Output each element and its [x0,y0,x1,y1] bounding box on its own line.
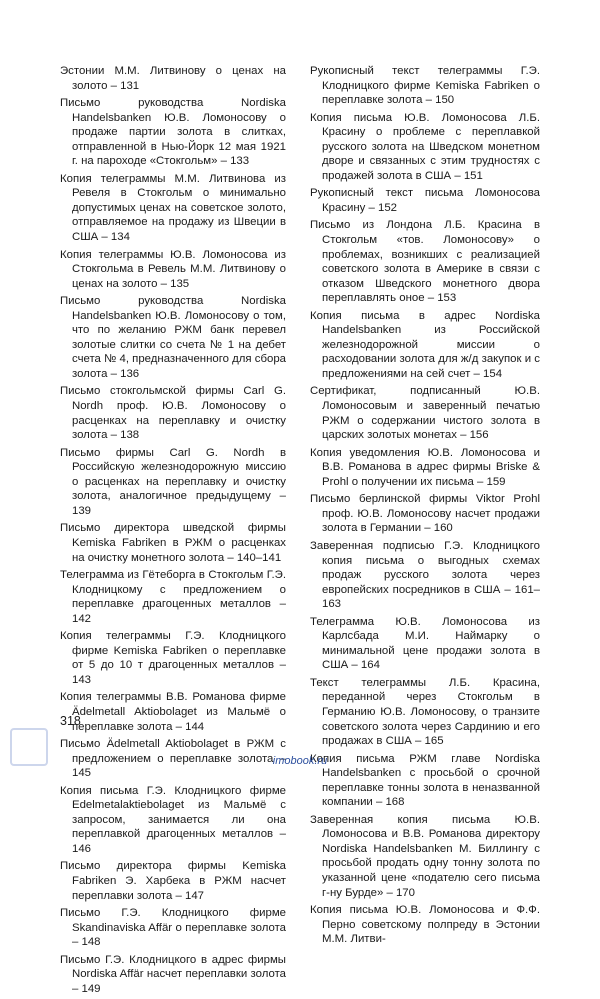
toc-entry: Копия уведомления Ю.В. Ломоносова и В.В. Романова в адрес фирмы Briske & Prohl о получении их письма – 159 [310,446,540,488]
toc-entry: Письмо руководства Nordiska Handelsbanken Ю.В. Ломоносову о том, что по желанию РЖМ банк перевел золотые слитки со счета № 1 на дебет счета № 4, предназначенного для сбора золота – 136 [60,295,286,380]
toc-entry: Письмо берлинской фирмы Viktor Prohl проф. Ю.В. Ломоносову насчет продажи золота в Германии – 160 [310,493,540,535]
toc-entry: Письмо фирмы Carl G. Nordh в Российскую железнодорожную миссию о расценках на переплавку и очистку золота, аналогичное предыдущему – 139 [60,446,286,517]
toc-entry: Телеграмма из Гётеборга в Стокгольм Г.Э. Клодницкому с предложением о переплавке драгоценных металлов – 142 [60,569,286,625]
toc-entry: Письмо из Лондона Л.Б. Красина в Стокгольм «тов. Ломоносову» о проблемах, возникших с реализацией советского золота в Америке в связи с отказом Шведского монетного двора переплавлять оное – 153 [310,219,540,305]
toc-entry: Письмо директора шведской фирмы Kemiska Fabriken в РЖМ о расценках на очистку монетного золота – 140–141 [60,522,286,564]
toc-entry: Заверенная подписью Г.Э. Клодницкого копия письма о выгодных схемах продаж русского золота через европейских посредников в США – 161–163 [310,539,540,611]
page-number: 318 [60,714,81,728]
toc-entry: Письмо руководства Nordiska Handelsbanken Ю.В. Ломоносову о продаже партии золота в слитках, отправленной в Нью-Йорк 12 мая 1921 г. на пароходе «Стокгольм» – 133 [60,97,286,168]
toc-entry: Копия телеграммы М.М. Литвинова из Ревеля в Стокгольм о минимально допустимых ценах на советское золото, отправляемое на продажу из Швеции в США – 134 [60,172,286,244]
toc-entry: Телеграмма Ю.В. Ломоносова из Карлсбада М.И. Наймарку о минимальной цене продажи золота в США – 164 [310,615,540,672]
toc-entry: Сертификат, подписанный Ю.В. Ломоносовым и заверенный печатью РЖМ о содержании чистого золота в царских золотых монетах – 156 [310,385,540,442]
toc-entry: Копия письма Ю.В. Ломоносова Л.Б. Красину о проблеме с переплавкой русского золота на Шведском монетном дворе и связанных с этим трудностях с продажей золота в США – 151 [310,111,540,182]
toc-entry: Заверенная копия письма Ю.В. Ломоносова и В.В. Романова директору Nordiska Handelsbanken М. Биллингу с просьбой продать одну тонну золота по указанной цене «подателю сего письма г-ну Бурде» – 170 [310,813,540,899]
toc-left-column [60,64,286,999]
toc-entry: Письмо стокгольмской фирмы Carl G. Nordh проф. Ю.В. Ломоносову о расценках на переплавку и очистку золота – 138 [60,385,286,442]
toc-entry: Копия письма Г.Э. Клодницкого фирме Edelmetalaktiebolaget из Мальмё с запросом, занимается ли она переплавкой драгоценных металлов – 146 [60,784,286,855]
toc-entry: Письмо Ädelmetall Aktiobolaget в РЖМ с предложением о переплавке золота – 145 [60,738,286,780]
toc-entry: Рукописный текст письма Ломоносова Красину – 152 [310,187,540,214]
toc-entry: Копия письма РЖМ главе Nordiska Handelsbanken с просьбой о срочной переплавке тонны золота в неназванной компании – 168 [310,752,540,809]
toc-entry: Копия письма в адрес Nordiska Handelsbanken из Российской железнодорожной миссии о расходовании золота для ж/д закупок и с предложениями на сей счет – 154 [310,309,540,380]
toc-entry: Эстонии М.М. Литвинову о ценах на золото – 131 [60,65,286,92]
toc-entry: Письмо Г.Э. Клодницкого в адрес фирмы Nordiska Affär насчет переплавки золота – 149 [60,953,286,995]
footer-source-link[interactable]: imobook.ru [272,755,328,767]
toc-entry: Копия телеграммы Г.Э. Клодницкого фирме Kemiska Fabriken о переплавке от 5 до 10 т драгоценных металлов – 143 [60,630,286,686]
toc-entry: Письмо Г.Э. Клодницкого фирме Skandinaviska Affär о переплавке золота – 148 [60,907,286,949]
toc-entry: Копия письма Ю.В. Ломоносова и Ф.Ф. Перно советскому полпреду в Эстонии М.М. Литви- [310,904,540,946]
toc-right-column [310,64,540,950]
toc-entry: Копия телеграммы Ю.В. Ломоносова из Стокгольма в Ревель М.М. Литвинову о ценах на золото – 135 [60,248,286,290]
toc-entry: Письмо директора фирмы Kemiska Fabriken Э. Харбека в РЖМ насчет переплавки золота – 147 [60,860,286,902]
toc-entry: Текст телеграммы Л.Б. Красина, переданной через Стокгольм в Германию Ю.В. Ломоносову, о транзите советского золота через Сардинию и его продажах в США – 165 [310,676,540,748]
toc-entry: Копия телеграммы В.В. Романова фирме Ädelmetall Aktiobolaget из Мальмё о переплавке золота – 144 [60,691,286,733]
toc-entry: Рукописный текст телеграммы Г.Э. Клодницкого фирме Kemiska Fabriken о переплавке золота – 150 [310,65,540,107]
